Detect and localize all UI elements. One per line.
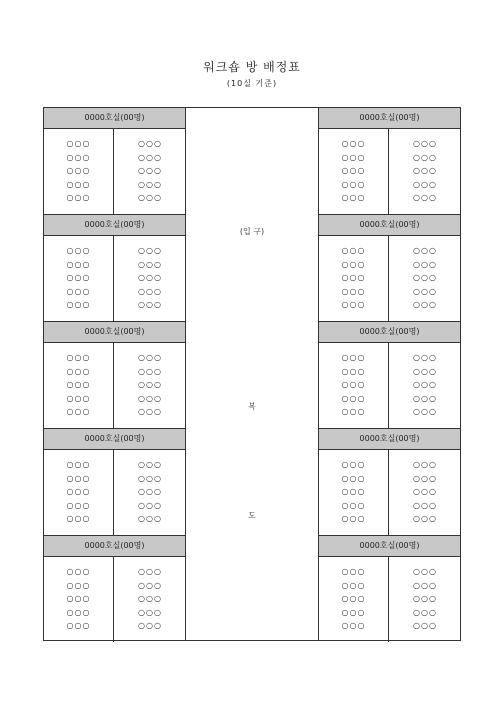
seat-name: ○○○ <box>341 273 366 282</box>
seat-name: ○○○ <box>341 580 366 590</box>
seat-name: ○○○ <box>138 567 162 576</box>
seat-name: ○○○ <box>413 366 437 376</box>
seat-name: ○○○ <box>138 380 162 389</box>
seat-name: ○○○ <box>413 286 437 296</box>
room-body <box>44 450 185 535</box>
seat-name: ○○○ <box>138 246 162 255</box>
seat-name: ○○○ <box>341 500 366 510</box>
seat-name: ○○○ <box>66 166 91 175</box>
seat-name: ○○○ <box>138 179 162 189</box>
seat-name: ○○○ <box>413 193 437 202</box>
seat-column <box>115 343 185 428</box>
seat-name: ○○○ <box>66 353 91 362</box>
seat-name: ○○○ <box>138 139 162 148</box>
seat-name: ○○○ <box>413 460 437 469</box>
seat-name: ○○○ <box>413 580 437 590</box>
seat-name: ○○○ <box>138 300 162 309</box>
room-body <box>319 557 460 642</box>
page-title: 워크숍 방 배정표 <box>203 60 301 74</box>
room-body <box>44 557 185 642</box>
seat-name: ○○○ <box>66 380 91 389</box>
seat-name: ○○○ <box>66 139 91 148</box>
seat-name: ○○○ <box>413 473 437 483</box>
seat-column <box>44 236 114 321</box>
seat-name: ○○○ <box>66 567 91 576</box>
room-block <box>44 536 185 642</box>
seat-name: ○○○ <box>341 393 366 403</box>
seat-column <box>319 450 389 535</box>
seat-name: ○○○ <box>138 407 162 416</box>
seat-name: ○○○ <box>341 353 366 362</box>
seat-name: ○○○ <box>341 473 366 483</box>
room-header: 0000호실(00명) <box>319 215 460 236</box>
seat-name: ○○○ <box>66 514 91 523</box>
seat-name: ○○○ <box>413 393 437 403</box>
seat-name: ○○○ <box>341 366 366 376</box>
seat-name: ○○○ <box>413 353 437 362</box>
seat-column <box>319 343 389 428</box>
room-body <box>44 343 185 428</box>
seat-name: ○○○ <box>138 193 162 202</box>
seat-name: ○○○ <box>138 353 162 362</box>
right-room-column <box>318 108 460 640</box>
seat-name: ○○○ <box>66 286 91 296</box>
seat-name: ○○○ <box>138 487 162 496</box>
seat-name: ○○○ <box>138 393 162 403</box>
room-header: 0000호실(00명) <box>44 108 185 129</box>
seat-column <box>44 129 114 214</box>
seat-column <box>115 557 185 642</box>
room-header: 0000호실(00명) <box>44 536 185 557</box>
seat-name: ○○○ <box>66 460 91 469</box>
page-subtitle: (10실 기준) <box>226 79 278 88</box>
room-body <box>44 236 185 321</box>
seat-name: ○○○ <box>413 273 437 282</box>
room-body <box>319 343 460 428</box>
seat-name: ○○○ <box>341 514 366 523</box>
room-header: 0000호실(00명) <box>44 429 185 450</box>
room-block <box>319 215 460 322</box>
seat-name: ○○○ <box>341 179 366 189</box>
seat-column <box>319 557 389 642</box>
seat-name: ○○○ <box>66 300 91 309</box>
seat-name: ○○○ <box>66 407 91 416</box>
seat-column <box>115 236 185 321</box>
seat-name: ○○○ <box>341 621 366 630</box>
seat-column <box>115 129 185 214</box>
room-block <box>44 108 185 215</box>
seat-name: ○○○ <box>341 259 366 269</box>
room-header: 0000호실(00명) <box>44 322 185 343</box>
seat-name: ○○○ <box>413 407 437 416</box>
seat-name: ○○○ <box>341 166 366 175</box>
seat-name: ○○○ <box>66 259 91 269</box>
seat-name: ○○○ <box>413 166 437 175</box>
seat-column <box>390 236 460 321</box>
seat-name: ○○○ <box>66 607 91 617</box>
seat-name: ○○○ <box>138 366 162 376</box>
seat-name: ○○○ <box>413 607 437 617</box>
left-room-column <box>44 108 186 640</box>
seat-name: ○○○ <box>341 407 366 416</box>
seat-column <box>390 343 460 428</box>
room-header: 0000호실(00명) <box>319 429 460 450</box>
seat-name: ○○○ <box>413 246 437 255</box>
seat-name: ○○○ <box>66 580 91 590</box>
seat-name: ○○○ <box>413 514 437 523</box>
corridor-label-1: 복 <box>248 402 256 411</box>
seat-name: ○○○ <box>413 621 437 630</box>
seat-column <box>44 450 114 535</box>
seat-name: ○○○ <box>413 594 437 603</box>
seat-name: ○○○ <box>66 621 91 630</box>
seat-name: ○○○ <box>341 487 366 496</box>
seat-column <box>390 450 460 535</box>
seat-name: ○○○ <box>66 193 91 202</box>
room-header: 0000호실(00명) <box>319 108 460 129</box>
room-header: 0000호실(00명) <box>44 215 185 236</box>
seat-name: ○○○ <box>66 393 91 403</box>
room-block <box>319 108 460 215</box>
room-block <box>319 322 460 429</box>
seat-column <box>390 557 460 642</box>
seat-column <box>390 129 460 214</box>
seat-name: ○○○ <box>138 607 162 617</box>
room-block <box>319 536 460 642</box>
seat-name: ○○○ <box>341 193 366 202</box>
room-body <box>319 236 460 321</box>
seat-name: ○○○ <box>138 473 162 483</box>
seat-column <box>319 129 389 214</box>
entrance-label: (입 구) <box>239 227 265 236</box>
seat-name: ○○○ <box>341 286 366 296</box>
seat-name: ○○○ <box>341 460 366 469</box>
seat-name: ○○○ <box>138 580 162 590</box>
seat-name: ○○○ <box>341 300 366 309</box>
seat-name: ○○○ <box>341 139 366 148</box>
seat-name: ○○○ <box>413 152 437 162</box>
seat-name: ○○○ <box>341 594 366 603</box>
seat-name: ○○○ <box>66 594 91 603</box>
seat-name: ○○○ <box>138 500 162 510</box>
seat-name: ○○○ <box>138 594 162 603</box>
seat-name: ○○○ <box>66 179 91 189</box>
seat-name: ○○○ <box>341 607 366 617</box>
room-body <box>319 450 460 535</box>
room-header: 0000호실(00명) <box>319 322 460 343</box>
seat-name: ○○○ <box>341 152 366 162</box>
room-body <box>44 129 185 214</box>
seat-name: ○○○ <box>138 514 162 523</box>
seat-name: ○○○ <box>138 166 162 175</box>
room-block <box>319 429 460 536</box>
room-block <box>44 429 185 536</box>
seat-name: ○○○ <box>138 273 162 282</box>
seat-name: ○○○ <box>138 259 162 269</box>
seat-name: ○○○ <box>138 152 162 162</box>
seat-name: ○○○ <box>341 380 366 389</box>
room-header: 0000호실(00명) <box>319 536 460 557</box>
seat-name: ○○○ <box>66 366 91 376</box>
room-block <box>44 215 185 322</box>
seat-name: ○○○ <box>66 487 91 496</box>
seat-name: ○○○ <box>66 152 91 162</box>
seat-name: ○○○ <box>413 380 437 389</box>
seat-name: ○○○ <box>413 487 437 496</box>
seat-name: ○○○ <box>413 259 437 269</box>
seat-name: ○○○ <box>66 500 91 510</box>
seat-column <box>319 236 389 321</box>
seat-name: ○○○ <box>66 273 91 282</box>
seat-name: ○○○ <box>413 139 437 148</box>
seat-name: ○○○ <box>341 567 366 576</box>
seat-column <box>44 343 114 428</box>
seat-name: ○○○ <box>66 246 91 255</box>
seat-name: ○○○ <box>413 567 437 576</box>
room-body <box>319 129 460 214</box>
seat-name: ○○○ <box>341 246 366 255</box>
corridor-label-2: 도 <box>248 511 256 520</box>
seat-name: ○○○ <box>413 300 437 309</box>
seat-name: ○○○ <box>138 286 162 296</box>
seat-name: ○○○ <box>66 473 91 483</box>
seat-column <box>115 450 185 535</box>
room-layout-table <box>43 107 461 641</box>
room-block <box>44 322 185 429</box>
seat-name: ○○○ <box>138 621 162 630</box>
seat-name: ○○○ <box>138 460 162 469</box>
seat-column <box>44 557 114 642</box>
seat-name: ○○○ <box>413 500 437 510</box>
seat-name: ○○○ <box>413 179 437 189</box>
